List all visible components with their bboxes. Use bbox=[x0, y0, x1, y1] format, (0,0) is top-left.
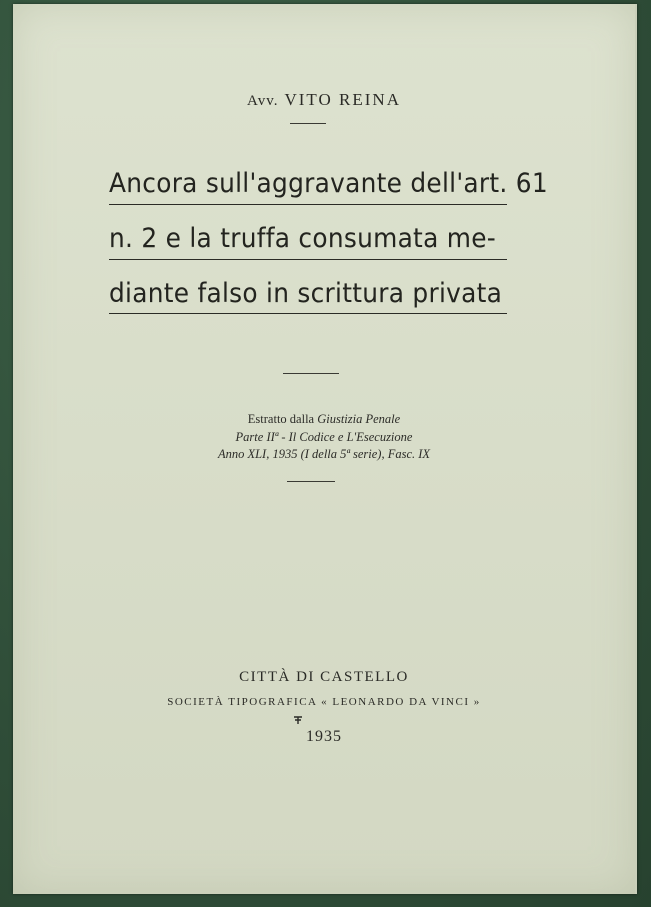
title-line-1: Ancora sull'aggravante dell'art. 61 bbox=[109, 168, 548, 199]
extract-source-prefix: Estratto dalla bbox=[247, 412, 318, 426]
title-underline-2 bbox=[109, 259, 507, 260]
author-name: VITO REINA bbox=[284, 90, 401, 109]
publisher-name: SOCIETÀ TIPOGRAFICA « LEONARDO DA VINCI » bbox=[167, 696, 481, 708]
title-line-3: diante falso in scrittura privata bbox=[109, 278, 503, 309]
author-prefix: Avv. bbox=[247, 93, 279, 109]
printer-mark-icon bbox=[293, 715, 303, 725]
extract-divider bbox=[283, 373, 339, 374]
title-line-2: n. 2 e la truffa consumata me- bbox=[109, 223, 497, 254]
journal-part: Parte IIª - Il Codice e L'Esecuzione bbox=[235, 430, 413, 444]
author-line bbox=[13, 90, 635, 110]
journal-name: Giustizia Penale bbox=[317, 412, 401, 426]
publication-city: CITTÀ DI CASTELLO bbox=[239, 669, 409, 685]
extract-line-2 bbox=[13, 430, 635, 445]
title-underline-1 bbox=[109, 204, 507, 205]
booklet-cover bbox=[13, 4, 637, 894]
publication-year: 1935 bbox=[306, 728, 342, 745]
extract-bottom-divider bbox=[287, 481, 335, 482]
author-divider bbox=[290, 123, 326, 124]
extract-line-1 bbox=[13, 412, 635, 427]
journal-issue: Anno XLI, 1935 (I della 5ª serie), Fasc. IX bbox=[217, 447, 431, 461]
printer-mark-glyph bbox=[293, 715, 303, 725]
extract-line-3 bbox=[13, 447, 635, 462]
title-underline-3 bbox=[109, 313, 507, 314]
